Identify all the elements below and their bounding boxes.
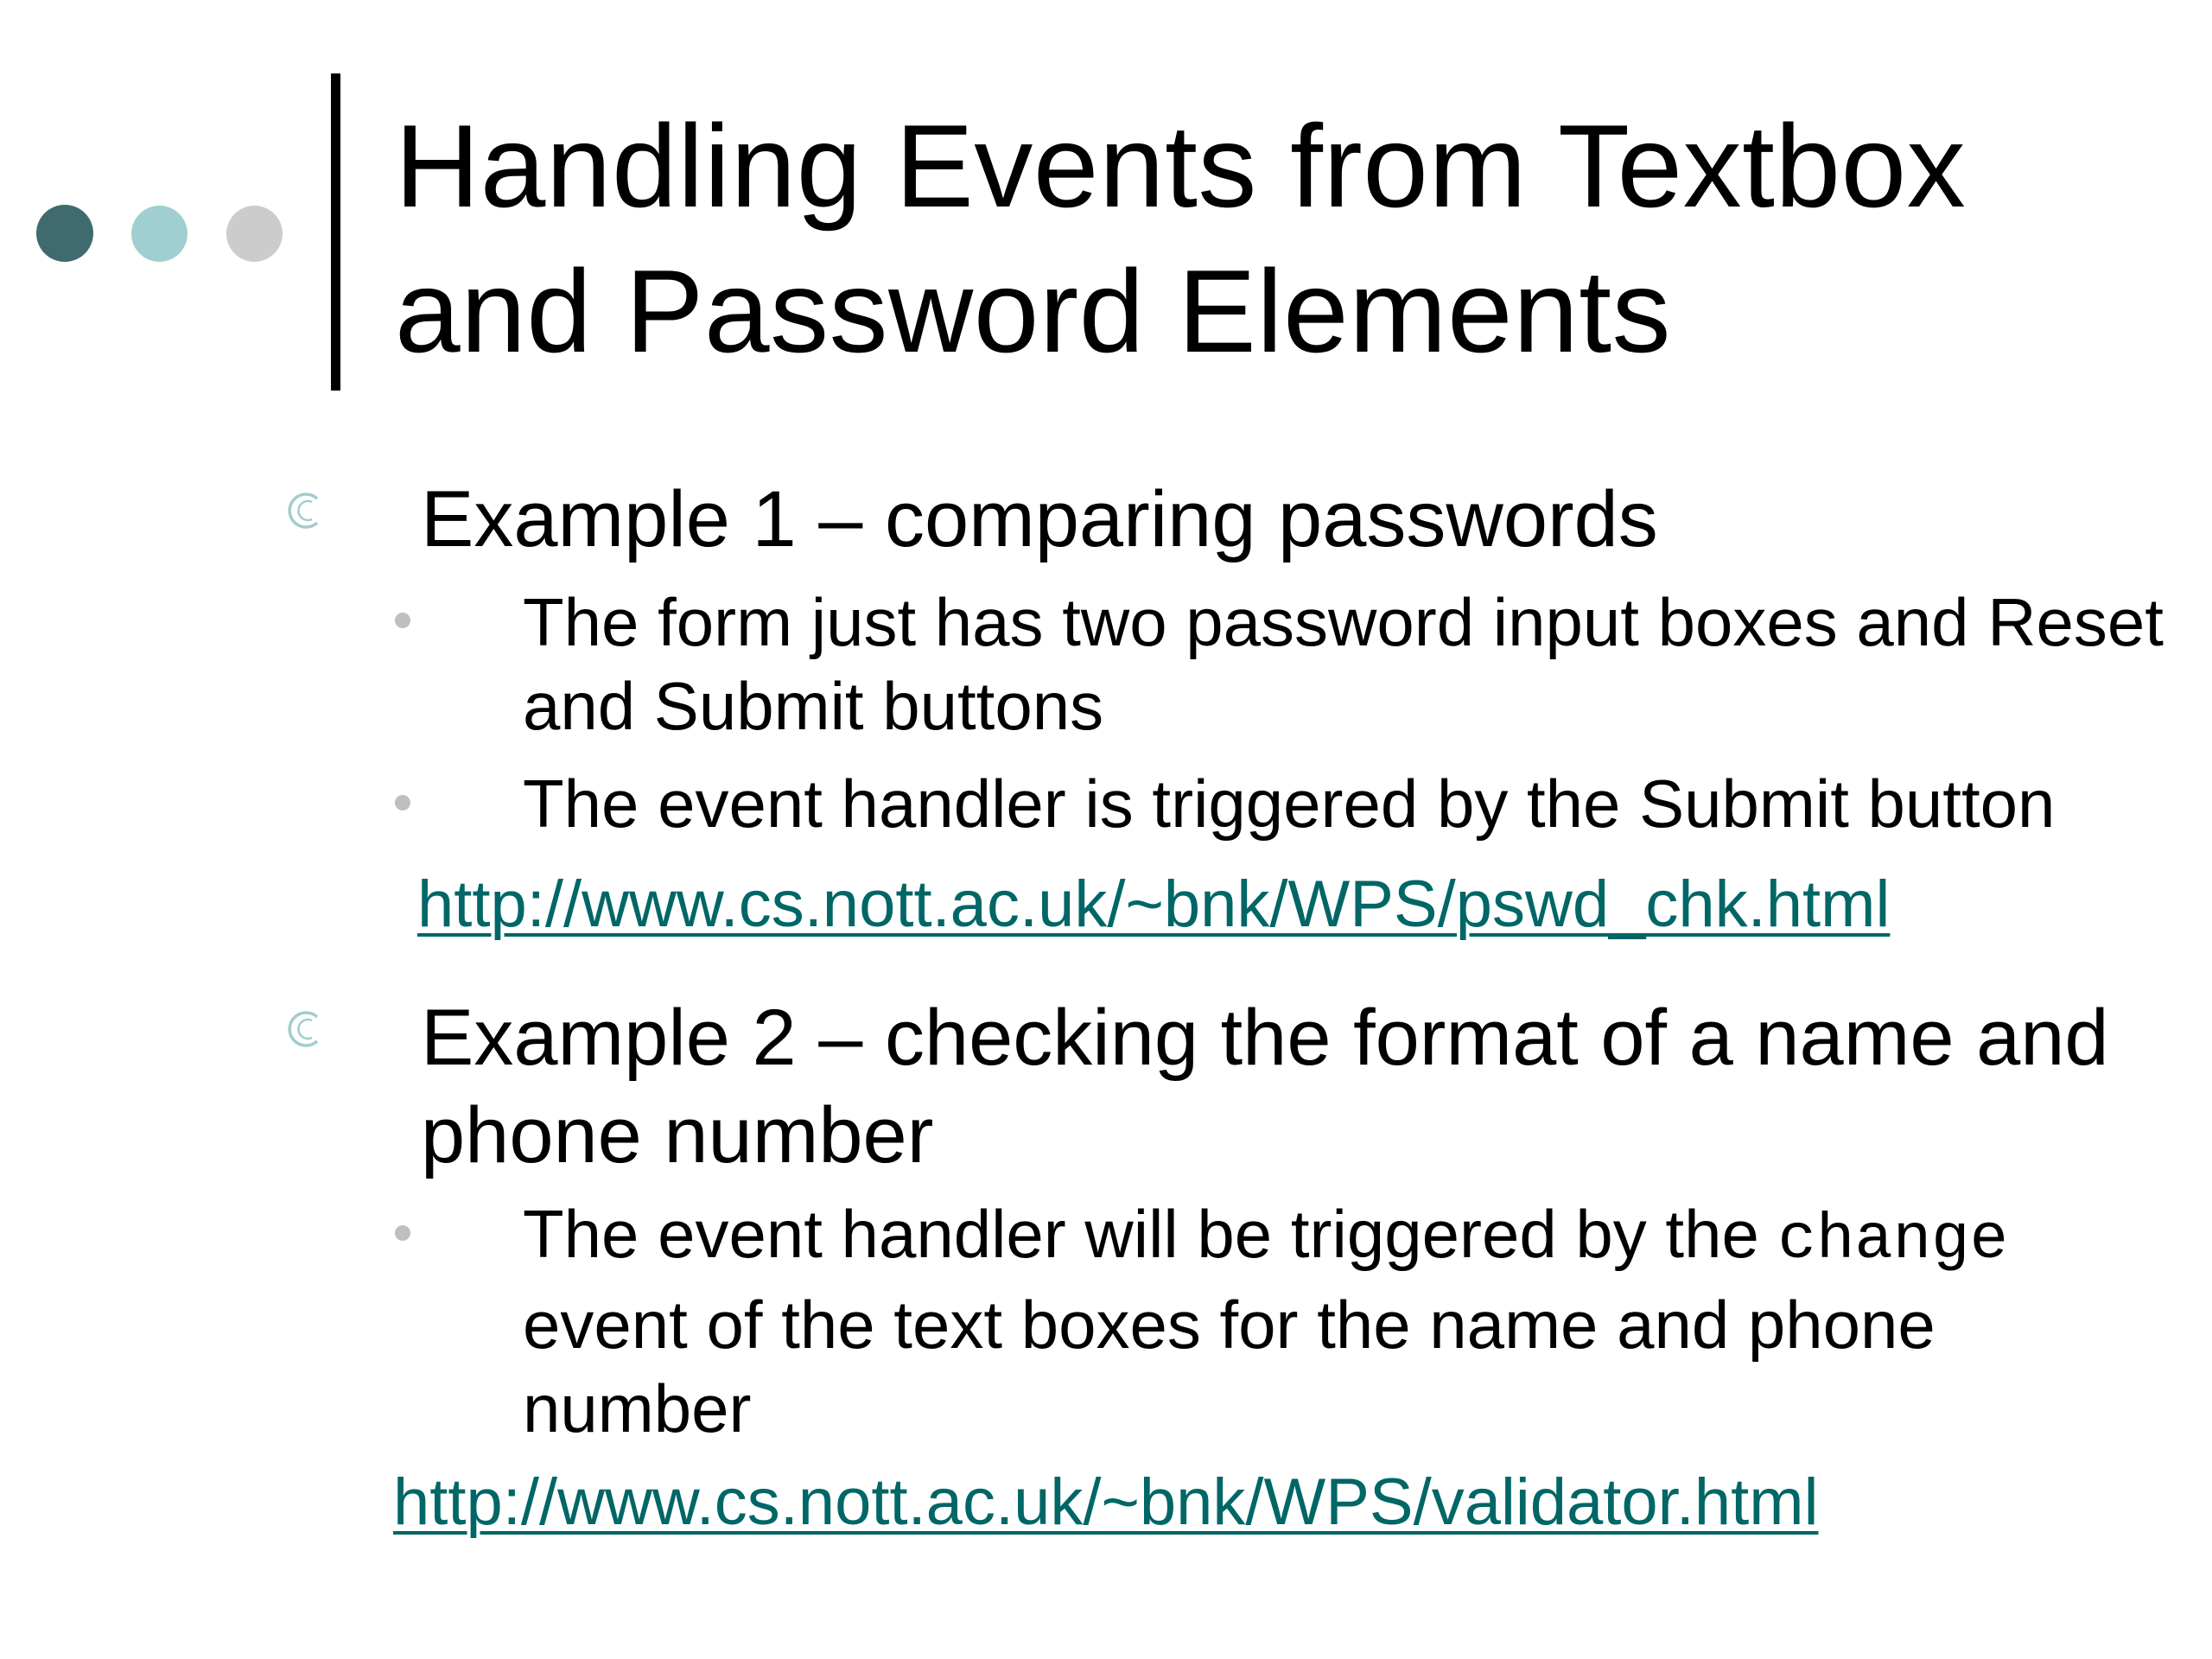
example-2-point-text-end: event of the text boxes for the name and phone number — [523, 1287, 1936, 1446]
example-1-link[interactable]: http://www.cs.nott.ac.uk/~bnk/WPS/pswd_chk.html — [417, 868, 1891, 941]
list-bullet — [395, 1225, 410, 1241]
example-2-heading: Example 2 – checking the format of a name and phone number — [421, 994, 2109, 1179]
circle-arrow-bullet-icon — [285, 1009, 325, 1049]
example-1-heading: Example 1 – comparing passwords — [421, 475, 1658, 563]
list-bullet — [395, 613, 410, 628]
example-2-point — [523, 1192, 2164, 1451]
decorative-dot-light — [131, 206, 188, 262]
decorative-dot-dark — [36, 205, 93, 262]
example-1-point-2: The event handler is triggered by the Submit button — [523, 766, 2056, 842]
example-1-point-1: The form just has two password input boxes and Reset and Submit buttons — [523, 584, 2164, 744]
slide-title: Handling Events from Textbox and Password Elements — [395, 100, 1967, 377]
title-divider — [331, 73, 340, 391]
example-2-point-text-start: The event handler will be triggered by the — [523, 1196, 1778, 1272]
example-2-link[interactable]: http://www.cs.nott.ac.uk/~bnk/WPS/validator.html — [393, 1465, 1819, 1539]
circle-arrow-bullet-icon — [285, 491, 325, 531]
list-bullet — [395, 795, 410, 810]
change-event-code: change — [1777, 1205, 2008, 1277]
decorative-dot-grey — [226, 206, 283, 262]
